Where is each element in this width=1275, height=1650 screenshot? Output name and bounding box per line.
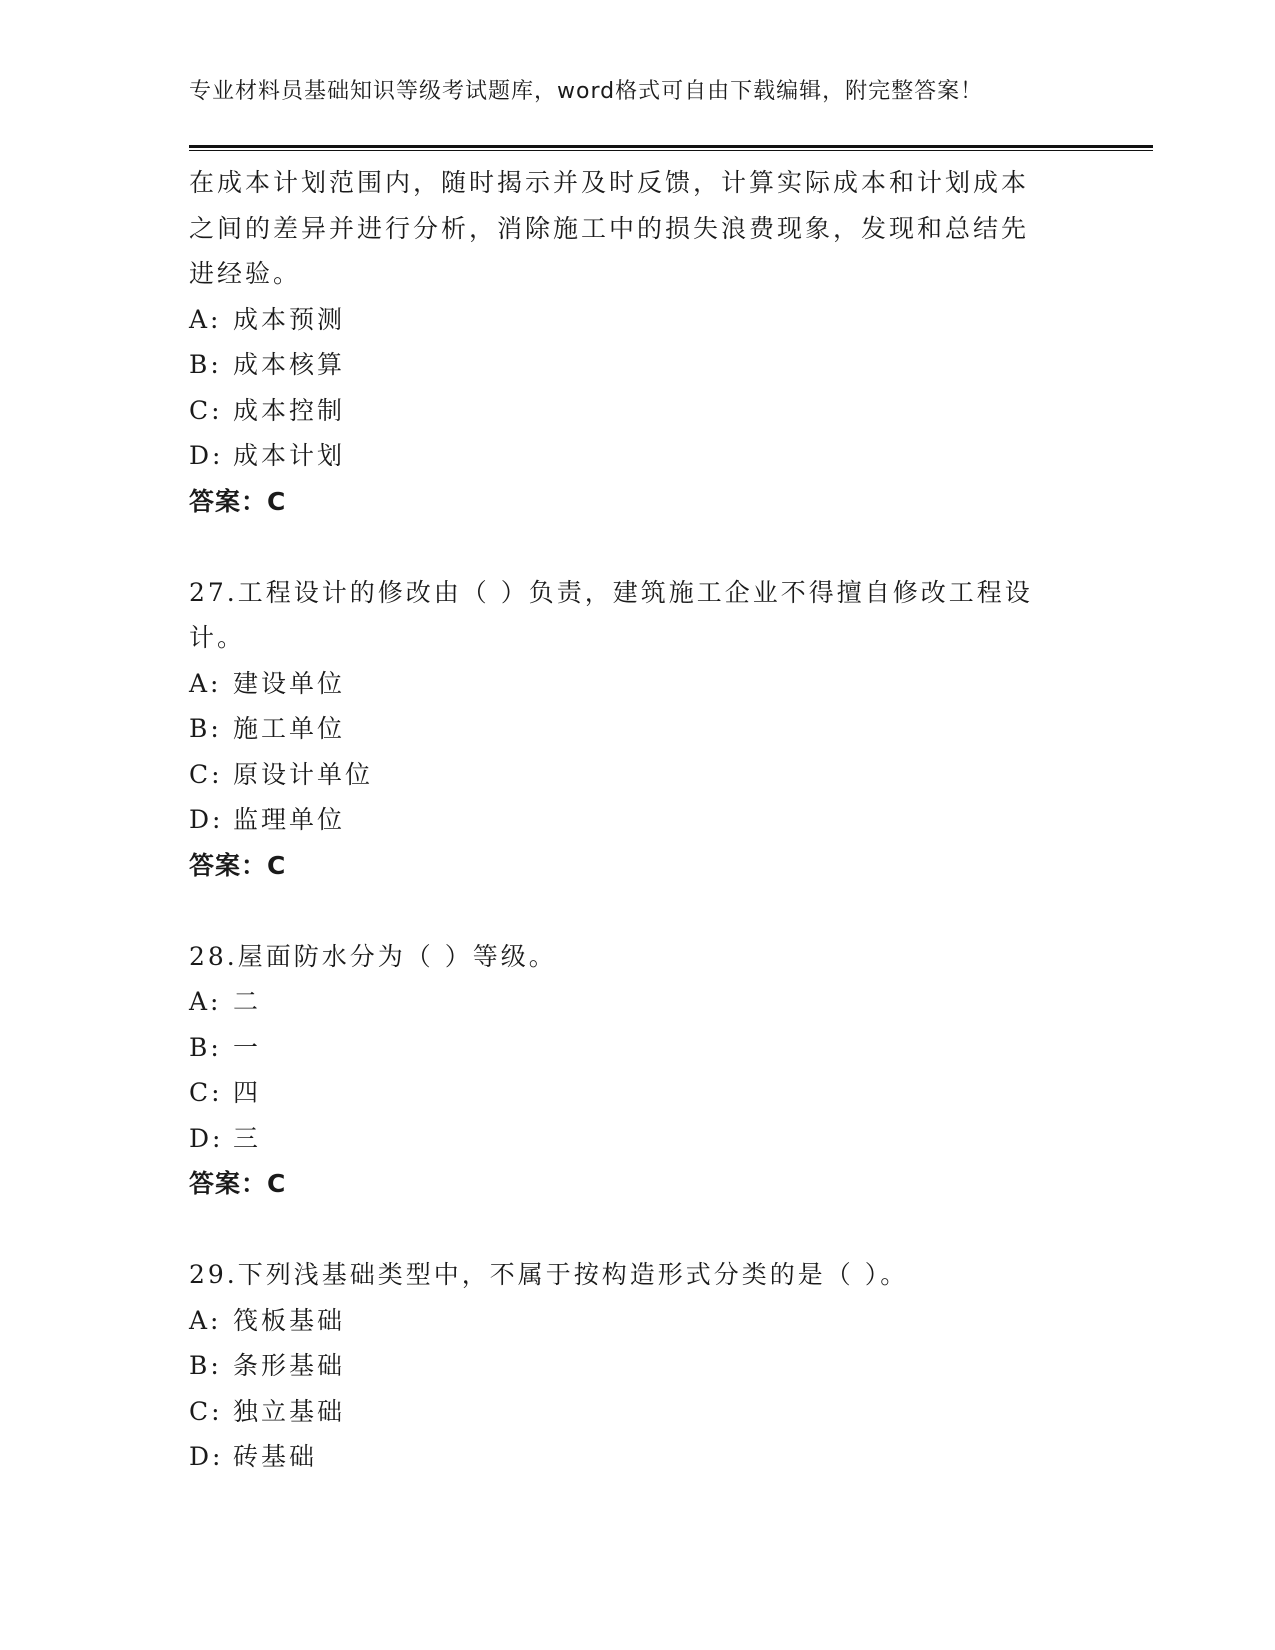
question-text-line: 进经验。 <box>189 259 302 288</box>
option-d <box>189 433 1089 479</box>
option-b <box>189 1343 1089 1389</box>
question-text-line: 28.屋面防水分为（ ）等级。 <box>189 941 557 971</box>
option-a <box>189 1298 1089 1344</box>
option-a <box>189 297 1089 343</box>
option-letter: D: <box>189 1442 224 1471</box>
option-text: 建设单位 <box>233 668 346 698</box>
option-letter: C: <box>189 1396 223 1426</box>
option-a <box>189 979 1089 1025</box>
option-letter: A: <box>189 1305 222 1335</box>
option-letter: D: <box>189 1123 224 1153</box>
option-text: 独立基础 <box>233 1396 346 1426</box>
option-c <box>189 1070 1089 1116</box>
page-header: 专业材料员基础知识等级考试题库，word格式可自由下载编辑，附完整答案！ <box>189 79 984 104</box>
option-c <box>189 388 1089 434</box>
option-text: 成本控制 <box>233 395 346 425</box>
option-letter: B: <box>189 1351 222 1380</box>
option-a <box>189 661 1089 707</box>
option-letter: C: <box>189 759 223 789</box>
header-divider-thick <box>189 145 1153 148</box>
option-text: 成本预测 <box>233 304 346 334</box>
option-c <box>189 1389 1089 1435</box>
option-d <box>189 1116 1089 1162</box>
question-text-line: 27.工程设计的修改由（ ）负责，建筑施工企业不得擅自修改工程设 <box>189 577 1033 607</box>
question-29 <box>189 1252 1089 1480</box>
option-b <box>189 1025 1089 1071</box>
option-text: 四 <box>233 1078 262 1107</box>
question-list <box>189 160 1089 1480</box>
option-b <box>189 342 1089 388</box>
option-letter: C: <box>189 395 223 425</box>
spacer <box>189 888 1089 934</box>
answer-line: 答案：C <box>189 486 287 516</box>
option-b <box>189 706 1089 752</box>
option-text: 筏板基础 <box>233 1305 346 1335</box>
option-text: 三 <box>233 1123 262 1153</box>
option-text: 砖基础 <box>233 1442 318 1471</box>
option-text: 监理单位 <box>233 805 346 834</box>
option-text: 二 <box>233 987 262 1016</box>
spacer <box>189 1207 1089 1253</box>
option-d <box>189 1434 1089 1480</box>
answer-line: 答案：C <box>189 850 287 880</box>
option-letter: B: <box>189 714 222 743</box>
option-letter: A: <box>189 987 222 1016</box>
option-letter: D: <box>189 805 224 834</box>
option-text: 条形基础 <box>233 1351 346 1380</box>
option-text: 施工单位 <box>233 714 346 743</box>
option-text: 一 <box>233 1032 262 1062</box>
question-text-line: 之间的差异并进行分析，消除施工中的损失浪费现象，发现和总结先 <box>189 213 1030 243</box>
option-letter: C: <box>189 1078 223 1107</box>
question-27 <box>189 570 1089 889</box>
option-c <box>189 752 1089 798</box>
option-letter: B: <box>189 350 222 379</box>
question-text-line: 计。 <box>189 623 246 652</box>
option-letter: D: <box>189 441 224 470</box>
question-text-line: 在成本计划范围内，随时揭示并及时反馈，计算实际成本和计划成本 <box>189 168 1030 197</box>
question-text-line: 29.下列浅基础类型中，不属于按构造形式分类的是（ ）。 <box>189 1260 909 1289</box>
answer-line: 答案：C <box>189 1169 287 1198</box>
option-letter: A: <box>189 668 222 698</box>
spacer <box>189 524 1089 570</box>
option-text: 成本核算 <box>233 350 346 379</box>
option-letter: A: <box>189 304 222 334</box>
question-28 <box>189 934 1089 1207</box>
option-letter: B: <box>189 1032 222 1062</box>
option-text: 原设计单位 <box>233 759 374 789</box>
header-divider-thin <box>189 150 1153 151</box>
question-26 <box>189 160 1089 524</box>
option-d <box>189 797 1089 843</box>
option-text: 成本计划 <box>233 441 346 470</box>
